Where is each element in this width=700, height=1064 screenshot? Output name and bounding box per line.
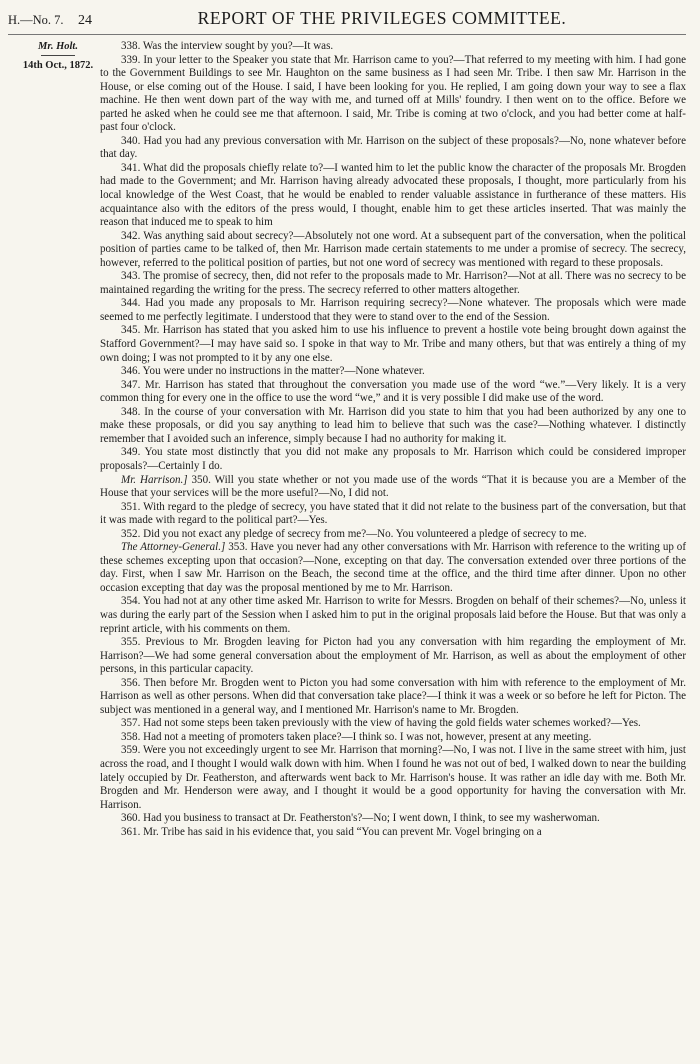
- evidence-paragraph: [100, 528, 686, 542]
- paragraph-text: 341. What did the proposals chiefly relate to?—I wanted him to let the public know the character of the proposals Mr. Brogden had made to the Government; and Mr. Harrison having already advocated these proposals, I thought, more particularly from his local knowledge of the West Coast, that he would be enabled to render valuable assistance in furtherance of these matters. His acquaintance also with the editors of the press would, I thought, enable him to get these articles inserted. That was mainly the reason that induced me to speak to him: [100, 161, 686, 229]
- evidence-paragraph: [100, 595, 686, 636]
- paragraph-text: 340. Had you had any previous conversation with Mr. Harrison on the subject of these proposals?—No, none whatever before that day.: [100, 134, 686, 161]
- paragraph-text: 339. In your letter to the Speaker you state that Mr. Harrison came to you?—That referred to my meeting with him. I had gone to the Government Buildings to see Mr. Haughton on the same business as I had seen Mr. Tribe. I then saw Mr. Harrison in the House, or else coming out of the House. I said, I have been looking for you. He replied, I am going down your way to see a flax machine. He then went down part of the way with me, and turned off at Mills' foundry. I then went on to the office. Before we parted he asked when he could see me that afternoon. I said, Mr. Tribe is coming at two o'clock, and you had better come at half-past four o'clock.: [100, 53, 686, 134]
- witness-name: Mr. Holt.: [38, 41, 78, 52]
- paragraph-text: 356. Then before Mr. Brogden went to Picton you had some conversation with him with reference to the employment of Mr. Harrison as well as other persons. When did that conversation take place?—I think it was a week or so before he left for Picton. The subject was mentioned in a general way, and I mentioned Mr. Harrison's name to Mr. Brogden.: [100, 676, 686, 716]
- evidence-paragraph: [100, 135, 686, 162]
- evidence-paragraph: [100, 270, 686, 297]
- speaker-label: The Attorney-General.]: [121, 541, 226, 554]
- evidence-paragraph: [100, 54, 686, 135]
- evidence-paragraph: [100, 406, 686, 447]
- paragraph-text: 357. Had not some steps been taken previously with the view of having the gold fields water schemes worked?—Yes.: [121, 717, 641, 730]
- paragraph-text: 344. Had you made any proposals to Mr. Harrison requiring secrecy?—None whatever. The proposals which were made seemed to me perfectly legitimate. I understood that they were to stand over to the end of the Session.: [100, 297, 686, 323]
- paragraph-text: 348. In the course of your conversation with Mr. Harrison did you state to him that you had been authorized by any one to make these proposals, or did you say anything to lead him to believe that such was the case?—Nothing whatever. I distinctly remember that I avoided such an inference, simply because I had no authority for making it.: [100, 405, 686, 445]
- paragraph-text: 358. Had not a meeting of promoters taken place?—I think so. I was not, however, present at any meeting.: [121, 730, 592, 743]
- document-body: [8, 40, 686, 839]
- paragraph-text: 352. Did you not exact any pledge of secrecy from me?—No. You volunteered a pledge of secrecy to me.: [121, 527, 587, 540]
- paragraph-text: 342. Was anything said about secrecy?—Absolutely not one word. At a subsequent part of the conversation, when the political position of parties came to be talked of, then Mr. Harrison made certain statements to me under a promise of secrecy. The secrecy, however, referred to the political position of parties, but not one word of secrecy was mentioned with regard to these proposals.: [100, 229, 686, 269]
- evidence-paragraph: [100, 446, 686, 473]
- evidence-paragraph: [100, 162, 686, 230]
- paragraph-text: 354. You had not at any other time asked Mr. Harrison to write for Messrs. Brogden on behalf of their schemes?—No, unless it was during the early part of the Session when I asked him to put in the original proposals laid before the House. But that was only a reprint article, with his comments on them.: [100, 595, 686, 635]
- paragraph-text: 345. Mr. Harrison has stated that you asked him to use his influence to prevent a hostile vote being brought down against the Stafford Government?—I may have said so. I spoke in that way to Mr. Tribe and many others, but that was entirely a thing of my own doing; I was not prompted to it by any one else.: [100, 324, 686, 364]
- paragraph-text: 360. Had you business to transact at Dr. Featherston's?—No; I went down, I think, to see my washerwoman.: [121, 812, 600, 825]
- evidence-paragraph: [100, 826, 686, 840]
- evidence-paragraph: [100, 40, 686, 54]
- evidence-paragraph: [100, 677, 686, 718]
- evidence-paragraph: [100, 365, 686, 379]
- evidence-paragraph: [100, 474, 686, 501]
- evidence-paragraph: [100, 541, 686, 595]
- evidence-paragraph: [100, 230, 686, 271]
- evidence-paragraph: [100, 636, 686, 677]
- paragraph-text: 347. Mr. Harrison has stated that throughout the conversation you made use of the word “we.”—Very likely. It is a very common thing for every one in the office to use the word “we,” and it is very possible I did make use of the word.: [100, 378, 686, 405]
- page-title: REPORT OF THE PRIVILEGES COMMITTEE.: [197, 8, 567, 28]
- paragraph-text: 350. Will you state whether or not you made use of the words “That it is because you are a Member of the House that your services will be the more useful?—No, I did not.: [100, 473, 687, 500]
- paragraph-text: 353. Have you never had any other conversations with Mr. Harrison with reference to the writing up of these schemes excepting upon that occasion?—None, excepting on that day. The conversation extended over three portions of the day. First, when I saw Mr. Harrison on the Beach, the second time at the office, and the third time after dinner. Upon no other occasion excepting that day was the proposal mentioned by me to Mr. Harrison.: [100, 541, 686, 594]
- evidence-text: [100, 40, 686, 839]
- evidence-paragraph: [100, 744, 686, 812]
- paragraph-text: 349. You state most distinctly that you did not make any proposals to Mr. Harrison which could be considered improper proposals?—Certainly I do.: [100, 446, 686, 472]
- evidence-paragraph: [100, 324, 686, 365]
- paragraph-text: 338. Was the interview sought by you?—It was.: [121, 40, 334, 52]
- evidence-paragraph: [100, 717, 686, 731]
- paragraph-text: 361. Mr. Tribe has said in his evidence that, you said “You can prevent Mr. Vogel bringing on a: [121, 825, 542, 838]
- paper-reference: H.—No. 7.: [8, 13, 64, 27]
- evidence-paragraph: [100, 379, 686, 406]
- evidence-paragraph: [100, 501, 686, 528]
- page-header: [8, 8, 686, 35]
- evidence-paragraph: [100, 731, 686, 745]
- paragraph-text: 359. Were you not exceedingly urgent to see Mr. Harrison that morning?—No, I was not. I live in the same street with him, just across the road, and I thought I would walk down with him. When I found he was not out of bed, I walked down to near the building lately occupied by Dr. Featherston, and afterwards went back to Mr. Harrison's house. It was rather an idle day with me. Both Mr. Brogden and Mr. Henderson were away, and I thought it would be a good opportunity for having the conversation with Mr. Harrison.: [100, 744, 686, 811]
- page-number: 24: [78, 13, 92, 28]
- evidence-paragraph: [100, 297, 686, 324]
- paragraph-text: 351. With regard to the pledge of secrecy, you have stated that it did not relate to the business part of the conversation, but that it was made with regard to the political part?—Yes.: [100, 500, 686, 527]
- margin-note: [8, 40, 108, 839]
- paragraph-text: 346. You were under no instructions in the matter?—None whatever.: [121, 365, 425, 378]
- margin-rule: [41, 55, 75, 56]
- paragraph-text: 355. Previous to Mr. Brogden leaving for Picton had you any conversation with him regarding the employment of Mr. Harrison?—We had some general conversation about the employment of Mr. Harrison, as well as about the employment of other persons, in this particular capacity.: [100, 636, 686, 676]
- paragraph-text: 343. The promise of secrecy, then, did not refer to the proposals made to Mr. Harrison?—Not at all. There was no secrecy to be maintained regarding the writing for the press. The secrecy referred to other matters altogether.: [100, 270, 686, 296]
- evidence-paragraph: [100, 812, 686, 826]
- evidence-date: 14th Oct., 1872.: [22, 60, 94, 71]
- speaker-label: Mr. Harrison.]: [121, 473, 188, 486]
